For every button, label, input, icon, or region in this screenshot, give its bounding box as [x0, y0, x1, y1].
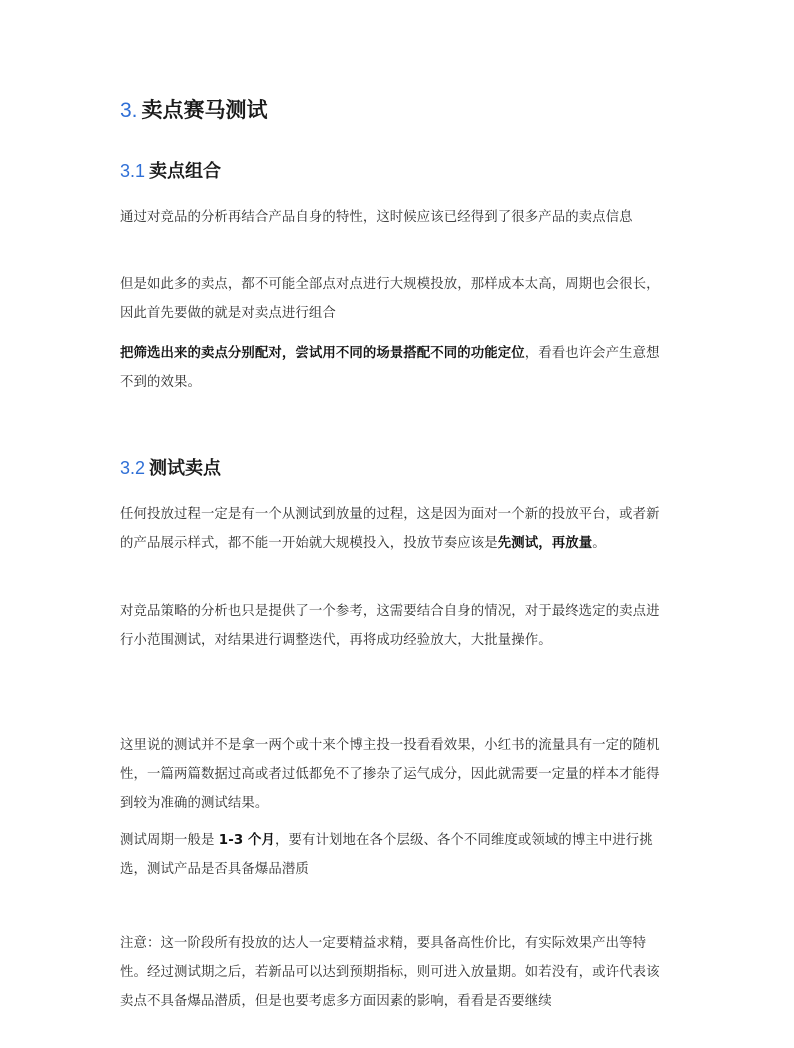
section-title: 卖点赛马测试: [141, 98, 268, 122]
text-run: ，要有计划地在各个层级、各个不同维度或领域的博主中进行挑选，测试产品是否具备爆品潜质: [120, 833, 653, 877]
subsection-heading-3-2: [120, 455, 221, 482]
paragraph: 这里说的测试并不是拿一两个或十来个博主投一投看看效果，小红书的流量具有一定的随机性，一篇两篇数据过高或者过低都免不了掺杂了运气成分，因此就需要一定量的样本才能得到较为准确的测试结果。: [120, 738, 660, 811]
paragraph: 通过对竞品的分析再结合产品自身的特性，这时候应该已经得到了很多产品的卖点信息: [120, 210, 633, 225]
text-run: 任何投放过程一定是有一个从测试到放量的过程，这是因为面对一个新的投放平台，或者新的产品展示样式，都不能一开始就大规模投入，投放节奏应该是: [120, 507, 660, 551]
text-run: 把: [120, 346, 134, 361]
bold-text: 1-3 个月: [218, 833, 276, 848]
subsection-number: 3.2: [120, 458, 146, 478]
text-run: 测试周期一般是: [120, 833, 219, 848]
section-heading: [120, 95, 268, 126]
subsection-title: 测试卖点: [149, 458, 222, 479]
paragraph: [120, 826, 668, 884]
paragraph: 对竞品策略的分析也只是提供了一个参考，这需要结合自身的情况，对于最终选定的卖点进行小范围测试，对结果进行调整迭代，再将成功经验放大，大批量操作。: [120, 604, 660, 648]
paragraph: 注意：这一阶段所有投放的达人一定要精益求精，要具备高性价比，有实际效果产出等特性。经过测试期之后，若新品可以达到预期指标，则可进入放量期。如若没有，或许代表该卖点不具备爆品潜质，但是也要考虑多方面因素的影响，看看是否要继续: [120, 936, 660, 1009]
paragraph: [120, 500, 668, 558]
text-run: ，看看也许会产生意想不到的效果。: [120, 346, 660, 390]
paragraph: 但是如此多的卖点，都不可能全部点对点进行大规模投放，那样成本太高，周期也会很长，因此首先要做的就是对卖点进行组合: [120, 277, 660, 321]
paragraph: [120, 339, 668, 397]
bold-text: 先测试，再放量: [497, 536, 593, 551]
subsection-number: 3.1: [120, 161, 146, 181]
bold-text: 筛选出来的卖点分别配对，尝试用不同的场景搭配不同的功能定位: [133, 346, 525, 361]
text-run: 。: [592, 536, 606, 551]
section-number: 3.: [120, 99, 138, 122]
subsection-heading-3-1: [120, 158, 221, 185]
subsection-title: 卖点组合: [149, 161, 222, 182]
